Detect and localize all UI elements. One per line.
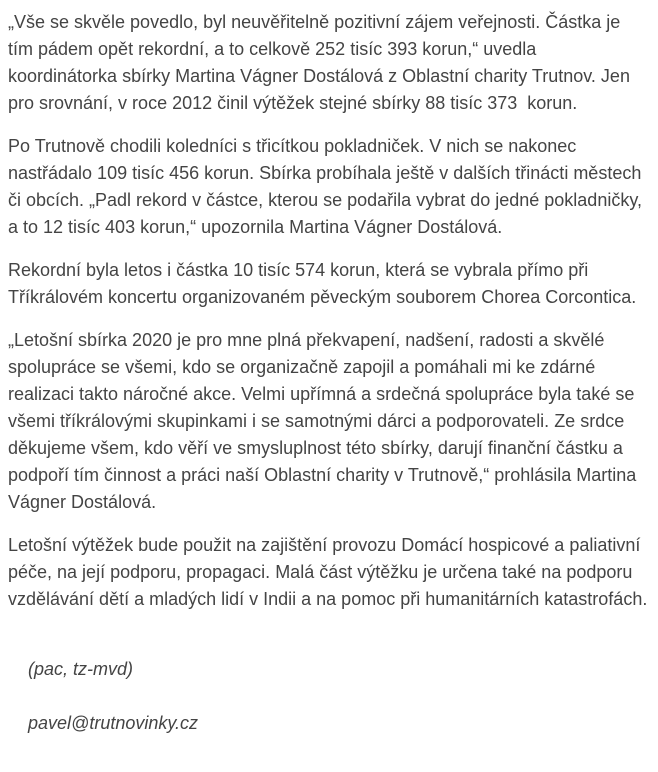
article-paragraph: Po Trutnově chodili koledníci s třicítkou pokladniček. V nich se nakonec nastřádalo 109 tisíc 456 korun. Sbírka probíhala ještě v dalších třinácti městech či obcích. „Padl rekord v částce, kterou se podařila vybrat do jedné pokladničky, a to 12 tisíc 403 korun,“ upozornila Martina Vágner Dostálová. xyxy=(8,136,648,237)
article-paragraph: „Letošní sbírka 2020 je pro mne plná překvapení, nadšení, radosti a skvělé spolupráce se všemi, kdo se organizačně zapojil a pomáhali mi ke zdárné realizaci takto náročné akce. Velmi upřímná a srdečná spolupráce byla také se všemi tříkrálovými skupinkami i se samotnými dárci a podporovateli. Ze srdce děkujeme všem, kdo věří ve smysluplnost této sbírky, darují finanční částku a podpoří tím činnost a práci naší Oblastní charity v Trutnově,“ prohlásila Martina Vágner Dostálová. xyxy=(8,330,642,512)
article-signature xyxy=(8,629,650,764)
article-paragraph: Letošní výtěžek bude použit na zajištění provozu Domácí hospicové a paliativní péče, na její podporu, propagaci. Malá část výtěžku je určena také na podporu vzdělávání dětí a mladých lidí v Indii a na pomoc při humanitárních katastrofách. xyxy=(8,535,648,609)
author-email: pavel@trutnovinky.cz xyxy=(28,713,199,733)
article-paragraph: Rekordní byla letos i částka 10 tisíc 574 korun, která se vybrala přímo při Tříkrálovém koncertu organizovaném pěveckým souborem Chorea Corcontica. xyxy=(8,260,637,307)
article-paragraph: „Vše se skvěle povedlo, byl neuvěřitelně pozitivní zájem veřejnosti. Částka je tím pádem opět rekordní, a to celkově 252 tisíc 393 korun,“ uvedla koordinátorka sbírky Martina Vágner Dostálová z Oblastní charity Trutnov. Jen pro srovnání, v roce 2012 činil výtěžek stejné sbírky 88 tisíc 373 korun. xyxy=(8,12,635,113)
author-byline: (pac, tz-mvd) xyxy=(28,659,134,679)
